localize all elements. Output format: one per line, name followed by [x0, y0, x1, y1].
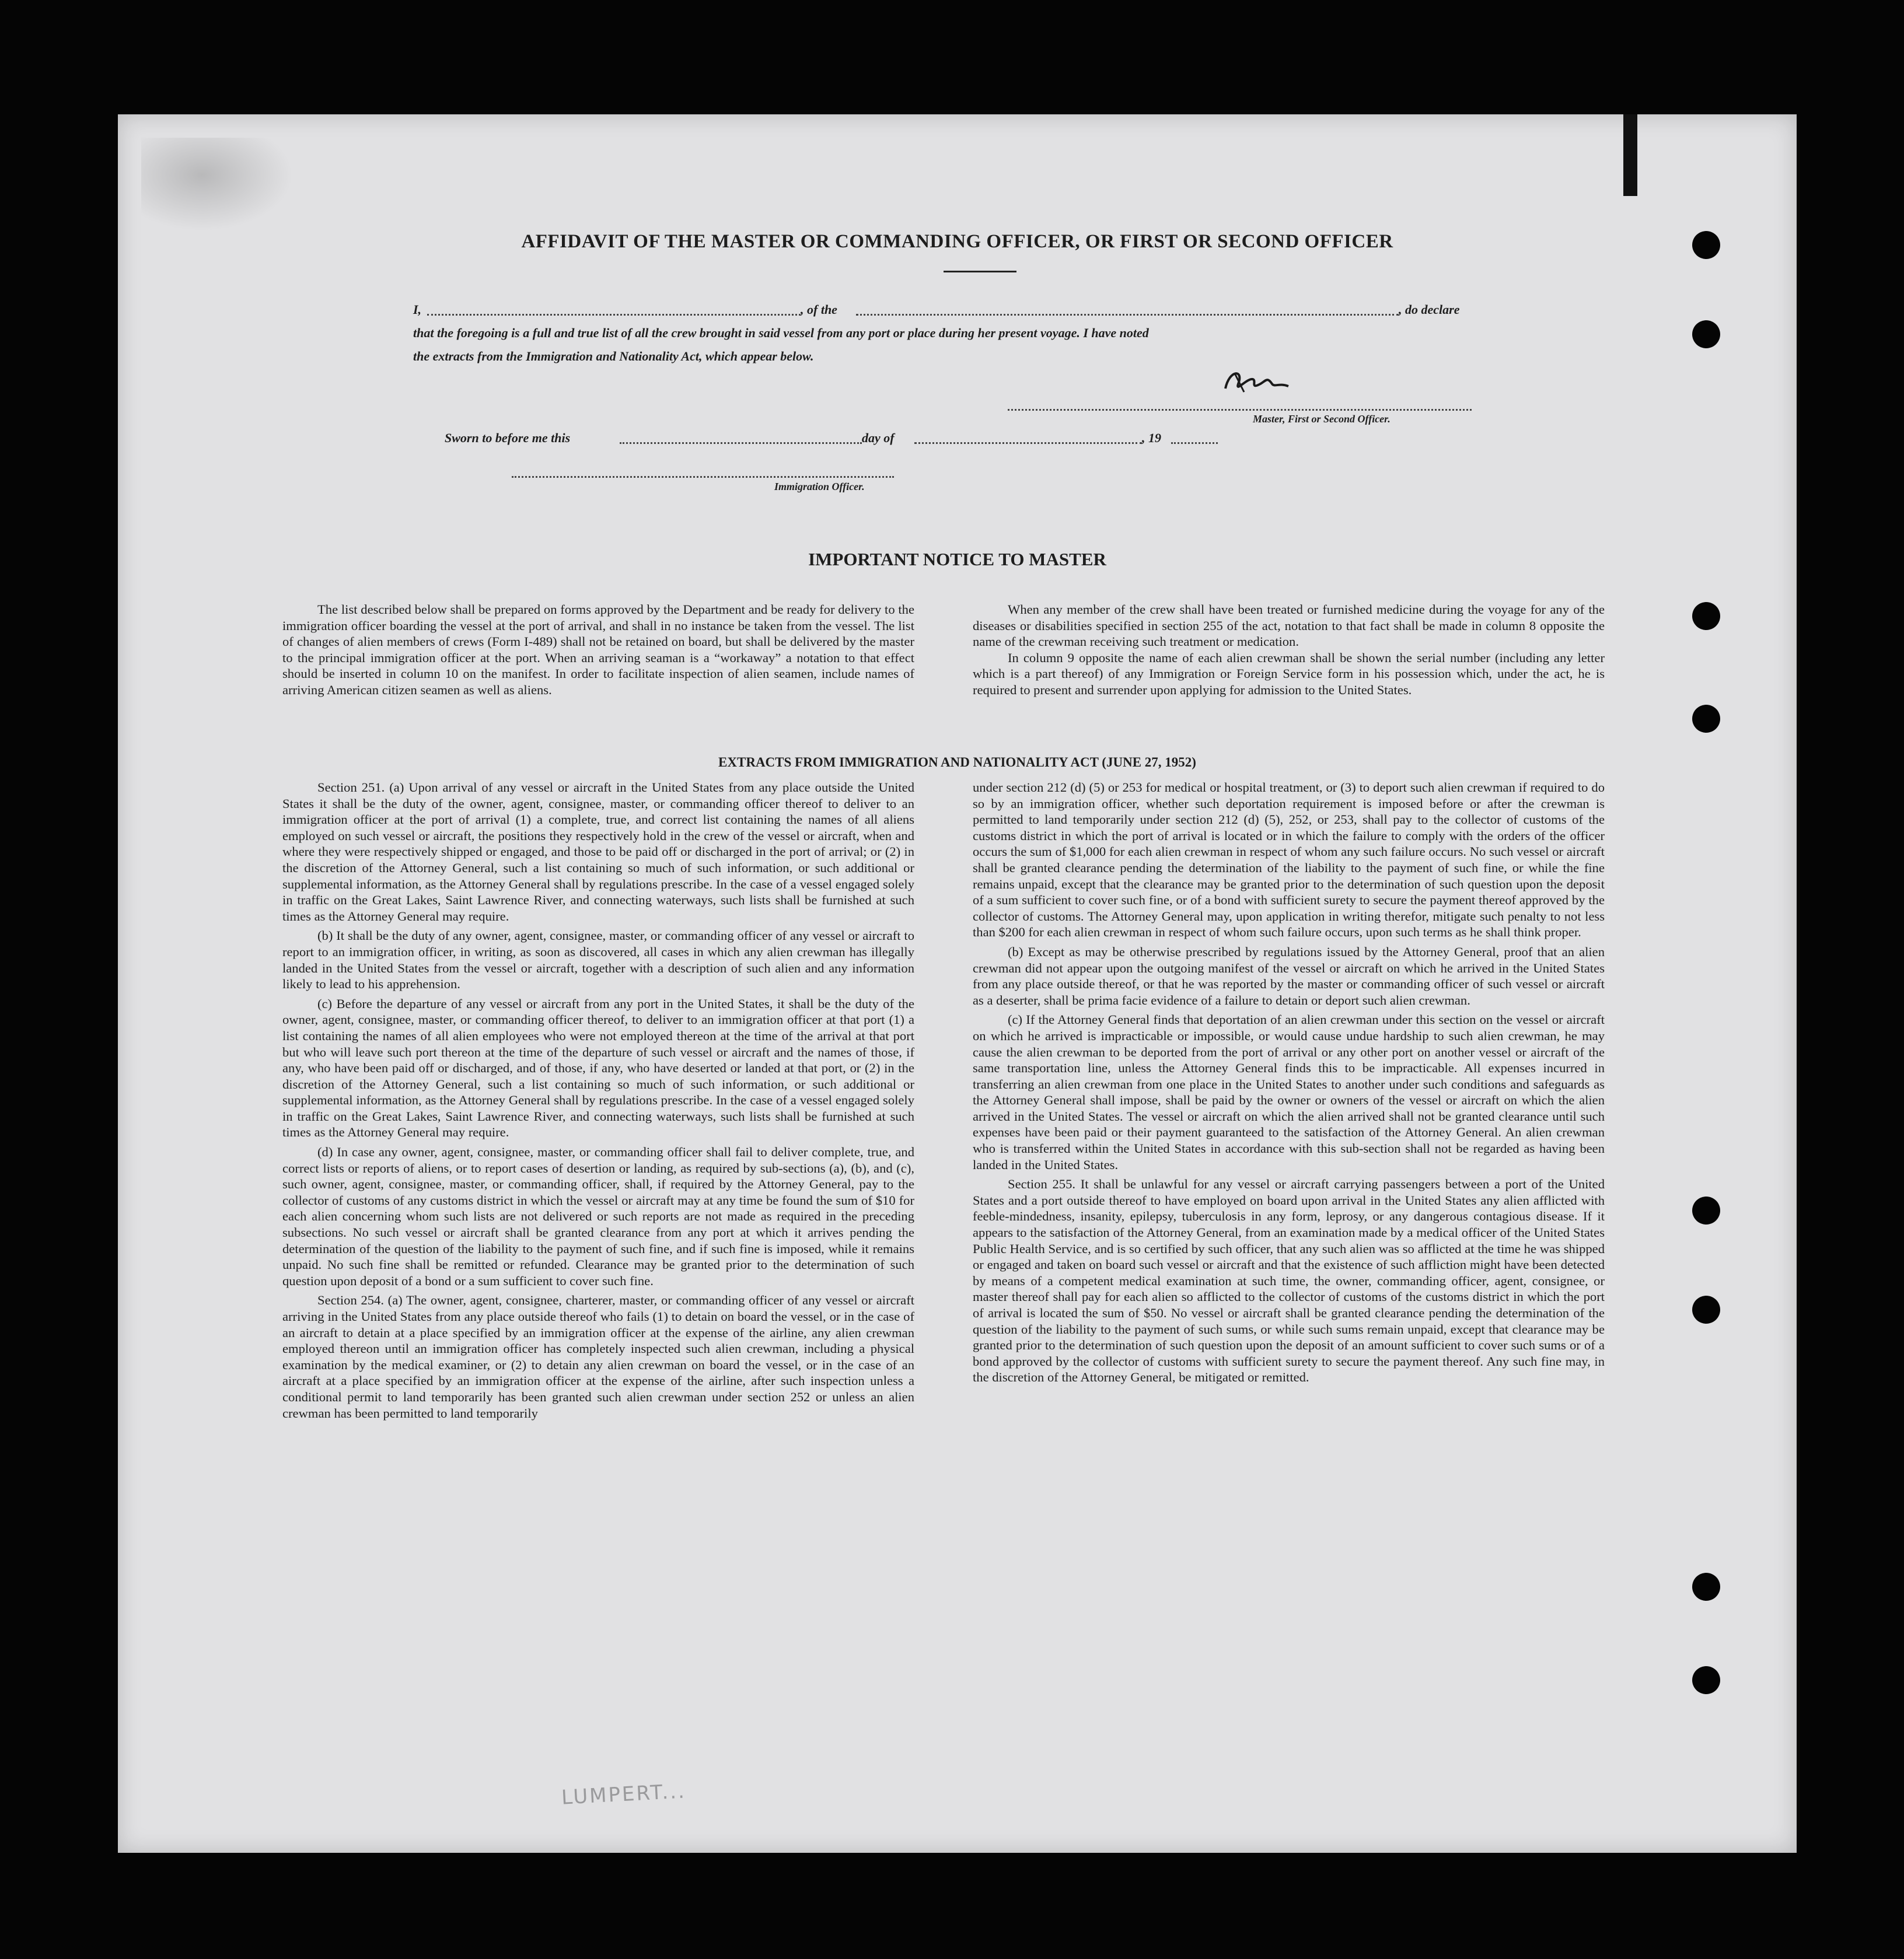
- document-page: [118, 114, 1797, 1853]
- sworn-year-field[interactable]: [1171, 442, 1218, 444]
- notice-left-column: [282, 601, 914, 698]
- section-251-a: Section 251. (a) Upon arrival of any vessel or aircraft in the United States from any place outside the United States it shall be the duty of the owner, agent, consignee, master, or commanding officer thereof to deliver to an immigration officer at the port of arrival (1) a complete, true, and correct list containing the names of all aliens employed on such vessel or aircraft, the positions they respectively hold in the crew of the vessel or aircraft, when and where they were respectively shipped or engaged, and those to be paid off or discharged in the port of arrival; or (2) in the discretion of the Attorney General, such a list containing so much of such information, or such additional or supplemental information, as the Attorney General shall by regulations prescribe. In the case of a vessel engaged solely in traffic on the Great Lakes, Saint Lawrence River, and connecting waterways, such lists shall be furnished at such times as the Attorney General may require.: [282, 780, 914, 923]
- declare-label: , do declare: [1399, 302, 1460, 317]
- extracts-title: EXTRACTS FROM IMMIGRATION AND NATIONALITY ACT (JUNE 27, 1952): [718, 755, 1196, 769]
- of-the-label: , of the: [801, 302, 837, 317]
- section-254-b: (b) Except as may be otherwise prescribed by regulations issued by the Attorney General, proof that an alien crewman did not appear upon the outgoing manifest of the vessel or aircraft on which he arrived in the United States from any place outside thereof, or that he was reported by the master or commanding officer of such vessel or aircraft as a deserter, shall be prima facie evidence of a failure to detain or deport such alien crewman.: [973, 944, 1605, 1008]
- section-254-a-continued: under section 212 (d) (5) or 253 for medical or hospital treatment, or (3) to deport such alien crewman if required to do so by an immigration officer, whether such deportation requirement is imposed before or after the crewman is permitted to land temporarily under section 212 (d) (5), 252, or 253, shall pay to the collector of customs of the customs district in which the port of arrival is located or in which the failure to comply with the orders of the officer occurs the sum of $1,000 for each alien crewman in respect of whom any such failure occurs. No such vessel or aircraft shall be granted clearance pending the determination of the liability to the payment of such fine, or while the fine remains unpaid, except that the clearance may be granted prior to the determination of such question upon the deposit of a sum sufficient to cover such fine, or of a bond with sufficient surety to secure the payment thereof approved by the collector of customs. The Attorney General may, upon application in writing therefor, mitigate such penalty to not less than $200 for each alien crewman in respect of whom such failure occurs, upon such terms as he shall think proper.: [973, 780, 1605, 940]
- punch-hole: [1692, 1296, 1720, 1324]
- day-of-label: day of: [862, 431, 895, 445]
- extracts-left-column: [282, 779, 914, 1421]
- master-signature: [1221, 366, 1291, 398]
- section-251-c: (c) Before the departure of any vessel or aircraft from any port in the United States, it shall be the duty of the owner, agent, consignee, master, or commanding officer thereof, to deliver to an immigration officer at that port (1) a list containing the names of all alien employees who were not employed thereon at the time of the arrival at that port but who will leave such port thereon at the time of the departure of such vessel or aircraft and the names of those, if any, who have been paid off or discharged, and of those, if any, who have deserted or landed at that port, or (2) in the discretion of the Attorney General, such a list containing so much of such information, or such additional or supplemental information, as the Attorney General shall by regulations prescribe. In the case of a vessel engaged solely in traffic on the Great Lakes, Saint Lawrence River, and connecting waterways, such lists shall be furnished at such times as the Attorney General may require.: [282, 996, 914, 1140]
- master-signature-field[interactable]: [1008, 409, 1472, 411]
- sworn-month-field[interactable]: [914, 442, 1142, 444]
- master-caption: Master, First or Second Officer.: [1253, 413, 1391, 425]
- notice-paragraph: In column 9 opposite the name of each alien crewman shall be shown the serial number (including any letter which is a part thereof) of any Immigration or Foreign Service form in his possession which, under the act, he is required to present and surrender upon applying for admission to the United States.: [973, 650, 1605, 697]
- punch-hole: [1692, 705, 1720, 733]
- immigration-officer-signature-field[interactable]: [512, 476, 894, 478]
- section-255: Section 255. It shall be unlawful for any vessel or aircraft carrying passengers between a port of the United States and a port outside thereof to have employed on board upon arrival in the United States any alien afflicted with feeble-mindedness, insanity, epilepsy, tuberculosis in any form, leprosy, or any dangerous contagious disease. If it appears to the satisfaction of the Attorney General, from an examination made by a medical officer of the United States Public Health Service, and is so certified by such officer, that any such alien was so afflicted at the time he was shipped or engaged and taken on board such vessel or aircraft and that the existence of such affliction might have been detected by means of a competent medical examination at such time, the owner, commanding officer, agent, consignee, or master thereof shall pay for each alien so afflicted to the collector of customs of the customs district in which the port of arrival is located the sum of $50. No vessel or aircraft shall be granted clearance pending the determination of the question of the liability to the payment of such sums, or while such sums remain unpaid, except that clearance may be granted prior to the determination of such question upon the deposit of an amount sufficient to cover such sums or of a bond approved by the collector of customs with sufficient surety to secure the payment thereof. Any such fine may, in the discretion of the Attorney General, be mitigated or remitted.: [973, 1177, 1605, 1385]
- title-underline: [944, 271, 1016, 272]
- section-254-c: (c) If the Attorney General finds that deportation of an alien crewman under this section on the vessel or aircraft on which he arrived is impracticable or impossible, or would cause undue hardship to such alien crewman, he may cause the alien crewman to be deported from the port of arrival or any other port on another vessel or aircraft of the same transportation line, unless the Attorney General finds this to be impracticable. All expenses incurred in transferring an alien crewman from one place in the United States to another under such conditions and safeguards as the Attorney General shall impose, shall be paid by the owner or owners of the vessel or aircraft on which the alien arrived in the United States. The vessel or aircraft on which the alien arrived shall not be granted clearance until such expenses have been paid or their payment guaranteed to the satisfaction of the Attorney General. An alien crewman who is transferred within the United States in accordance with this sub-section shall not be regarded as having been landed in the United States.: [973, 1012, 1605, 1172]
- notice-right-column: [973, 601, 1605, 698]
- punch-hole: [1692, 1666, 1720, 1694]
- punch-hole: [1692, 1197, 1720, 1225]
- notice-paragraph: The list described below shall be prepared on forms approved by the Department and be ready for delivery to the immigration officer boarding the vessel at the port of arrival, and shall in no instance be taken from the vessel. The list of changes of alien members of crews (Form I-489) shall not be retained on board, but shall be delivered by the master to the principal immigration officer at the port. When an arriving seaman is a “workaway” a notation to that effect should be inserted in column 10 on the manifest. In order to facilitate inspection of alien seamen, include names of arriving American citizen seamen as well as aliens.: [282, 602, 914, 697]
- punch-hole: [1692, 320, 1720, 348]
- notice-paragraph: When any member of the crew shall have been treated or furnished medicine during the voyage for any of the diseases or disabilities specified in section 255 of the act, notation to that fact shall be made in column 8 opposite the name of the crewman receiving such treatment or medication.: [973, 602, 1605, 649]
- sworn-label: Sworn to before me this: [445, 431, 571, 445]
- declarant-prefix: I,: [413, 302, 422, 317]
- section-251-b: (b) It shall be the duty of any owner, agent, consignee, master, or commanding officer of any vessel or aircraft to report to an immigration officer, in writing, as soon as discovered, all cases in which any alien crewman has illegally landed in the United States from the vessel or aircraft, together with a description of such alien and any information likely to lead to his apprehension.: [282, 928, 914, 992]
- declaration-line-2: that the foregoing is a full and true list of all the crew brought in said vessel from any port or place during her present voyage. I have noted: [413, 326, 1149, 340]
- pencil-annotation: LUMPERT...: [561, 1779, 687, 1810]
- section-251-d: (d) In case any owner, agent, consignee, master, or commanding officer shall fail to deliver complete, true, and correct lists or reports of aliens, or to report cases of desertion or landing, as required by sub-sections (a), (b), and (c), such owner, agent, consignee, master, or commanding officer, shall, if required by the Attorney General, pay to the collector of customs of any customs district in which the vessel or aircraft may at any time be found the sum of $10 for each alien concerning whom such lists are not delivered or such reports are not made as required in the preceding subsections. No such vessel or aircraft shall be granted clearance from any port at which it arrives pending the determination of the question of the liability to the payment of such fine, and if such fine is imposed, while it remains unpaid. No such fine shall be remitted or refunded. Clearance may be granted prior to the determination of such question upon deposit of a bond or a sum sufficient to cover such fine.: [282, 1145, 914, 1288]
- paper-smudge: [141, 138, 293, 231]
- punch-hole: [1692, 1573, 1720, 1601]
- immigration-officer-caption: Immigration Officer.: [774, 481, 865, 492]
- declarant-name-field[interactable]: [427, 314, 801, 316]
- ink-stain: [1623, 114, 1637, 196]
- extracts-right-column: [973, 779, 1605, 1386]
- vessel-name-field[interactable]: [856, 314, 1399, 316]
- notice-title: IMPORTANT NOTICE TO MASTER: [808, 549, 1106, 569]
- affidavit-title: AFFIDAVIT OF THE MASTER OR COMMANDING OFFICER, OR FIRST OR SECOND OFFICER: [521, 231, 1393, 252]
- sworn-day-field[interactable]: [620, 442, 862, 444]
- punch-hole: [1692, 602, 1720, 630]
- year-label: , 19: [1142, 431, 1161, 445]
- section-254-a: Section 254. (a) The owner, agent, consignee, charterer, master, or commanding officer of any vessel or aircraft arriving in the United States from any place outside thereof who fails (1) to detain on board the vessel, or in the case of an aircraft to detain at a place specified by an immigration officer at the expense of the airline, any alien crewman employed thereon until an immigration officer has completely inspected such alien crewman, including a physical examination by the medical examiner, or (2) to detain any alien crewman on board the vessel, or in the case of an aircraft at a place specified by an immigration officer at the expense of the airline, after such inspection unless a conditional permit to land temporarily has been granted such alien crewman under section 252 or unless an alien crewman has been permitted to land temporarily: [282, 1293, 914, 1421]
- declaration-line-3: the extracts from the Immigration and Nationality Act, which appear below.: [413, 349, 814, 363]
